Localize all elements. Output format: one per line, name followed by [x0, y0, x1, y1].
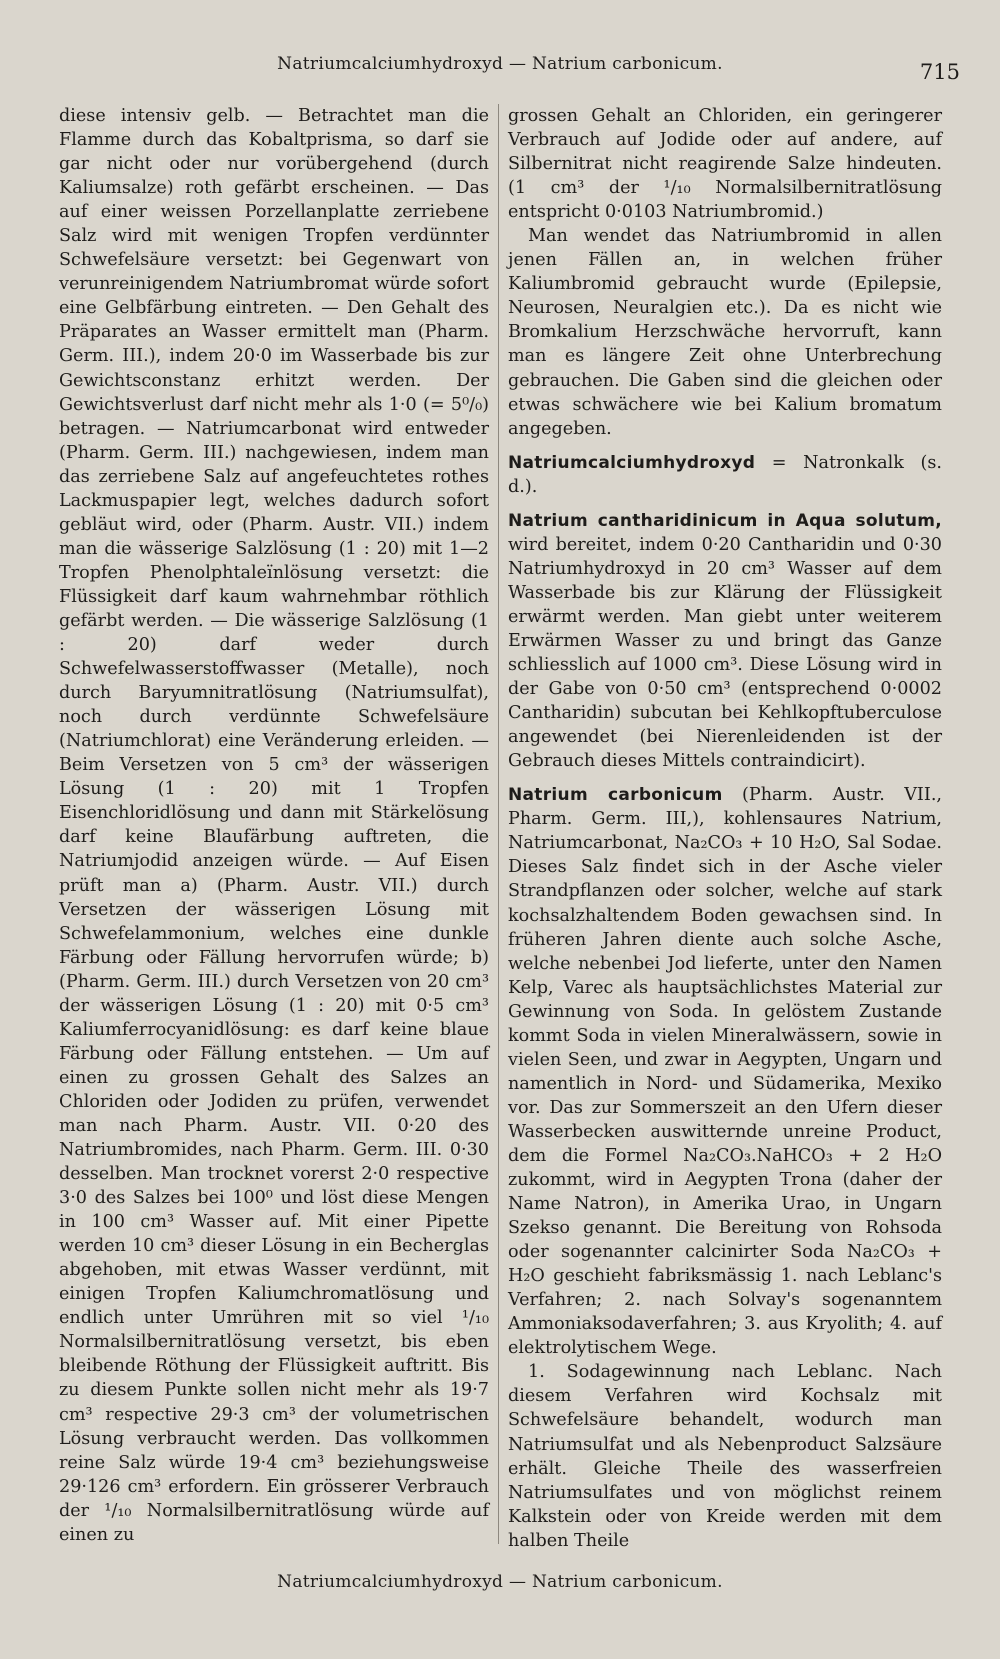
right-column — [508, 104, 942, 1553]
entry-text: (Pharm. Austr. VII., Pharm. Germ. III,), kohlensaures Natrium, Natriumcarbonat, Na₂CO₃ + 10 H₂O, Sal Sodae. Dieses Salz findet sich in der Asche vieler Strandpflanzen oder solcher, welche auf stark kochsalzhaltendem Boden gewachsen sind. In früheren Jahren diente auch solche Asche, welche nebenbei Jod lieferte, unter den Namen Kelp, Varec als hauptsächlichstes Material zur Gewinnung von Soda. In gelöstem Zustande kommt Soda in vielen Mineralwässern, sowie in vielen Seen, und zwar in Aegypten, Ungarn und namentlich in Nord- und Südamerika, Mexiko vor. Das zur Sommerszeit an den Ufern dieser Wasserbecken auswitternde unreine Product, dem die Formel Na₂CO₃.NaHCO₃ + 2 H₂O zukommt, wird in Aegypten Trona (daher der Name Natron), in Amerika Urao, in Ungarn Szekso genannt. Die Bereitung von Rohsoda oder sogenannter calcinirter Soda Na₂CO₃ + H₂O geschieht fabriksmässig 1. nach Leblanc's Verfahren; 2. nach Solvay's sogenanntem Ammoniaksodaverfahren; 3. aus Kryolith; 4. auf elektrolytischem Wege. — [508, 785, 943, 1359]
left-column — [59, 104, 489, 1547]
running-header-title: Natriumcalciumhydroxyd — Natrium carbonicum. — [277, 54, 723, 74]
entry-keyword: Natrium cantharidinicum in Aqua solutum, — [508, 510, 942, 531]
entry-text: = Natronkalk (s. d.). — [508, 452, 942, 497]
left-column-paragraph: diese intensiv gelb. — Betrachtet man die Flamme durch das Kobaltprisma, so darf sie gar nicht oder nur vorübergehend (durch Kaliumsalze) roth gefärbt erscheinen. — Das auf einer weissen Porzellanplatte zerriebene Salz wird mit wenigen Tropfen verdünnter Schwefelsäure versetzt: bei Gegenwart von verunreinigendem Natriumbromat würde sofort eine Gelbfärbung eintreten. — Den Gehalt des Präparates an Wasser ermittelt man (Pharm. Germ. III.), indem 20·0 im Wasserbade bis zur Gewichtsconstanz erhitzt werden. Der Gewichtsverlust darf nicht mehr als 1·0 (= 5⁰/₀) betragen. — Natriumcarbonat wird entweder (Pharm. Germ. III.) nachgewiesen, indem man das zerriebene Salz auf angefeuchtetes rothes Lackmuspapier legt, welches dadurch sofort gebläut wird, oder (Pharm. Austr. VII.) indem man die wässerige Salzlösung (1 : 20) mit 1—2 Tropfen Phenolphtaleïnlösung versetzt: die Flüssigkeit darf kaum wahrnehmbar röthlich gefärbt werden. — Die wässerige Salzlösung (1 : 20) darf weder durch Schwefelwasserstoffwasser (Metalle), noch durch Baryumnitratlösung (Natriumsulfat), noch durch verdünnte Schwefelsäure (Natriumchlorat) eine Veränderung erleiden. — Beim Versetzen von 5 cm³ der wässerigen Lösung (1 : 20) mit 1 Tropfen Eisenchloridlösung und dann mit Stärkelösung darf keine Blaufärbung auftreten, die Natriumjodid anzeigen würde. — Auf Eisen prüft man a) (Pharm. Austr. VII.) durch Versetzen der wässerigen Lösung mit Schwefelammonium, welches eine dunkle Färbung oder Fällung hervorrufen würde; b) (Pharm. Germ. III.) durch Versetzen von 20 cm³ der wässerigen Lösung (1 : 20) mit 0·5 cm³ Kaliumferrocyanidlösung: es darf keine blaue Färbung oder Fällung entstehen. — Um auf einen zu grossen Gehalt des Salzes an Chloriden oder Jodiden zu prüfen, verwendet man nach Pharm. Austr. VII. 0·20 des Natriumbromides, nach Pharm. Germ. III. 0·30 desselben. Man trocknet vorerst 2·0 respective 3·0 des Salzes bei 100⁰ und löst diese Mengen in 100 cm³ Wasser auf. Mit einer Pipette werden 10 cm³ dieser Lösung in ein Becherglas abgehoben, mit etwas Wasser verdünnt, mit einigen Tropfen Kaliumchromatlösung und endlich unter Umrühren mit so viel ¹/₁₀ Normalsilbernitratlösung versetzt, bis eben bleibende Röthung der Flüssigkeit auftritt. Bis zu diesem Punkte sollen nicht mehr als 19·7 cm³ respective 29·3 cm³ der volumetrischen Lösung verbraucht werden. Das vollkommen reine Salz würde 19·4 cm³ beziehungsweise 29·126 cm³ erfordern. Ein grösserer Verbrauch der ¹/₁₀ Normalsilbernitratlösung würde auf einen zu — [59, 106, 489, 1545]
right-column-paragraph-1: grossen Gehalt an Chloriden, ein geringerer Verbrauch auf Jodide oder auf andere, auf Silbernitrat nicht reagirende Salze hindeuten. (1 cm³ der ¹/₁₀ Normalsilbernitratlösung entspricht 0·0103 Natriumbromid.) — [508, 106, 942, 223]
column-divider — [498, 104, 499, 1544]
entry-natriumcalciumhydroxyd — [508, 451, 942, 499]
page-number: 715 — [919, 60, 960, 84]
entry-natrium-carbonicum — [508, 783, 942, 1360]
entry-keyword: Natriumcalciumhydroxyd — [508, 452, 756, 473]
entry-keyword: Natrium carbonicum — [508, 785, 723, 806]
running-footer: Natriumcalciumhydroxyd — Natrium carbonicum. — [277, 1572, 723, 1592]
right-column-paragraph-leblanc: 1. Sodagewinnung nach Leblanc. Nach diesem Verfahren wird Kochsalz mit Schwefelsäure behandelt, wodurch man Natriumsulfat und als Nebenproduct Salzsäure erhält. Gleiche Theile des wasserfreien Natriumsulfates und von möglichst reinem Kalkstein oder von Kreide werden mit dem halben Theile — [508, 1362, 942, 1551]
entry-natrium-cantharidinicum — [508, 509, 942, 774]
entry-text: wird bereitet, indem 0·20 Cantharidin und 0·30 Natriumhydroxyd in 20 cm³ Wasser auf dem Wasserbade bis zur Klärung der Flüssigkeit erwärmt werden. Man giebt unter weiterem Erwärmen Wasser zu und bringt das Ganze schliesslich auf 1000 cm³. Diese Lösung wird in der Gabe von 0·50 cm³ (entsprechend 0·0002 Cantharidin) subcutan bei Kehlkopftuberculose angewendet (bei Nierenleidenden ist der Gebrauch dieses Mittels contraindicirt). — [508, 534, 942, 772]
page-header — [0, 50, 1000, 84]
right-column-paragraph-2: Man wendet das Natriumbromid in allen jenen Fällen an, in welchen früher Kaliumbromid gebraucht wurde (Epilepsie, Neurosen, Neuralgien etc.). Da es nicht wie Bromkalium Herzschwäche hervorruft, kann man es längere Zeit ohne Unterbrechung gebrauchen. Die Gaben sind die gleichen oder etwas schwächere wie bei Kalium bromatum angegeben. — [508, 226, 942, 439]
